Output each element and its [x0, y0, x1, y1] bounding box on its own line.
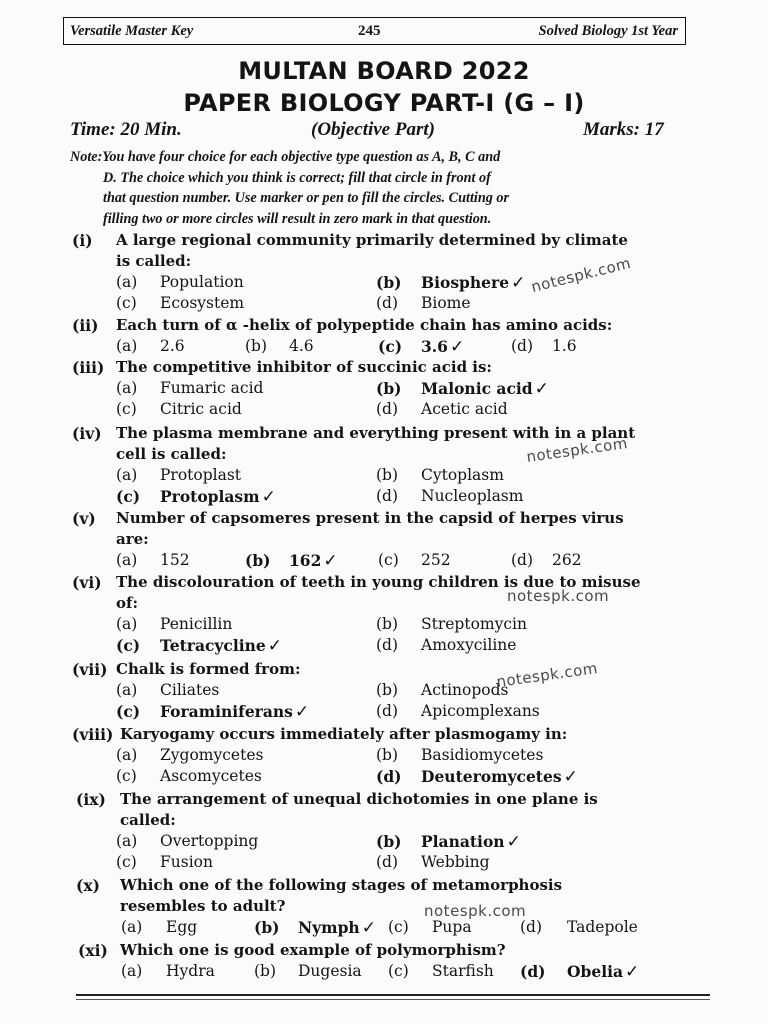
- option-text: Biome: [421, 294, 471, 312]
- option-label: (b): [376, 832, 402, 851]
- option-text: Fusion: [160, 853, 213, 871]
- option-text: Ciliates: [160, 681, 220, 699]
- question-text: Chalk is formed from:: [116, 660, 301, 678]
- option-correct: Tetracycline ✓: [160, 636, 283, 656]
- checkmark-icon: ✓: [267, 636, 283, 656]
- page-header: [63, 17, 686, 45]
- option-correct: Planation ✓: [421, 832, 521, 852]
- note-line: Note:You have four choice for each objective type question as A, B, C and: [70, 149, 501, 165]
- option-label: (d): [511, 337, 534, 355]
- question-text: of:: [116, 594, 138, 612]
- option-label: (b): [376, 379, 402, 398]
- option-label: (d): [376, 636, 399, 654]
- option-correct: Obelia ✓: [567, 962, 640, 982]
- checkmark-icon: ✓: [323, 551, 338, 571]
- question-number: (xi): [78, 941, 108, 960]
- checkmark-icon: ✓: [361, 918, 376, 938]
- checkmark-icon: ✓: [449, 337, 465, 357]
- checkmark-icon: ✓: [625, 962, 640, 982]
- option-label: (a): [121, 918, 143, 936]
- option-label: (d): [520, 962, 546, 981]
- question-number: (x): [76, 876, 100, 895]
- option-text: 262: [552, 551, 582, 569]
- question-text: is called:: [116, 252, 192, 270]
- question-text: The discolouration of teeth in young children is due to misuse: [116, 573, 641, 591]
- question-number: (iii): [72, 358, 105, 377]
- question-number: (ii): [72, 316, 99, 335]
- question-number: (vi): [72, 573, 102, 592]
- question-text: The competitive inhibitor of succinic acid is:: [116, 358, 492, 376]
- option-text: Ecosystem: [160, 294, 245, 312]
- option-text: Zygomycetes: [160, 746, 264, 764]
- note-line: D. The choice which you think is correct; fill that circle in front of: [103, 169, 491, 186]
- option-text: Basidiomycetes: [421, 746, 544, 764]
- option-label: (d): [376, 702, 399, 720]
- note-line: filling two or more circles will result in zero mark in that question.: [103, 210, 492, 227]
- option-label: (b): [376, 746, 399, 764]
- option-label: (a): [116, 273, 138, 291]
- option-correct: Malonic acid ✓: [421, 379, 549, 399]
- option-label: (d): [511, 551, 534, 569]
- watermark: notespk.com: [495, 658, 599, 692]
- option-text: 252: [421, 551, 451, 569]
- option-label: (a): [116, 832, 138, 850]
- option-correct: 162 ✓: [289, 551, 338, 571]
- option-text: Acetic acid: [421, 400, 508, 418]
- option-label: (c): [388, 918, 409, 936]
- option-label: (c): [116, 487, 141, 506]
- option-label: (a): [116, 466, 138, 484]
- option-correct: Protoplasm ✓: [160, 487, 276, 507]
- question-number: (vii): [72, 660, 108, 679]
- bottom-rule: [76, 994, 710, 996]
- option-text: Nucleoplasm: [421, 487, 524, 505]
- question-text: A large regional community primarily determined by climate: [116, 231, 628, 249]
- option-text: Hydra: [166, 962, 215, 980]
- checkmark-icon: ✓: [506, 832, 521, 852]
- checkmark-icon: ✓: [534, 379, 549, 399]
- checkmark-icon: ✓: [511, 273, 526, 293]
- option-label: (d): [520, 918, 543, 936]
- option-label: (a): [116, 379, 138, 397]
- option-label: (b): [376, 681, 399, 699]
- question-number: (ix): [76, 790, 106, 809]
- option-label: (a): [116, 746, 138, 764]
- page-number: 245: [358, 23, 381, 39]
- question-text: Each turn of α -helix of polypeptide chain has amino acids:: [116, 316, 613, 334]
- option-correct: Foraminiferans ✓: [160, 702, 310, 722]
- option-correct: Deuteromycetes ✓: [421, 767, 578, 787]
- option-text: Fumaric acid: [160, 379, 264, 397]
- note-line: that question number. Use marker or pen to fill the circles. Cutting or: [103, 190, 509, 206]
- option-label: (c): [116, 853, 137, 871]
- option-label: (a): [121, 962, 143, 980]
- option-text: Overtopping: [160, 832, 259, 850]
- question-text: Which one is good example of polymorphism?: [120, 941, 506, 959]
- option-text: Apicomplexans: [421, 702, 540, 720]
- option-label: (c): [116, 294, 137, 312]
- part-label: (Objective Part): [311, 119, 435, 140]
- question-number: (viii): [72, 725, 114, 744]
- option-label: (c): [378, 551, 399, 569]
- question-number: (v): [72, 509, 96, 528]
- option-correct: Biosphere ✓: [421, 273, 526, 293]
- option-text: Dugesia: [298, 962, 362, 980]
- option-text: Amoxyciline: [421, 636, 517, 654]
- option-label: (d): [376, 400, 399, 418]
- checkmark-icon: ✓: [563, 767, 578, 787]
- option-text: 2.6: [160, 337, 185, 355]
- time-label: Time: 20 Min.: [70, 119, 182, 140]
- option-text: Pupa: [432, 918, 472, 936]
- option-label: (d): [376, 294, 399, 312]
- watermark: notespk.com: [525, 433, 629, 467]
- question-text: The plasma membrane and everything present with in a plant: [116, 424, 636, 442]
- option-label: (c): [116, 702, 141, 721]
- option-label: (d): [376, 853, 399, 871]
- question-text: called:: [120, 811, 176, 829]
- paper-title: PAPER BIOLOGY PART-I (G – I): [183, 89, 585, 117]
- option-label: (b): [376, 466, 399, 484]
- option-label: (a): [116, 615, 138, 633]
- option-label: (c): [378, 337, 403, 356]
- question-text: Number of capsomeres present in the capsid of herpes virus: [116, 509, 624, 527]
- question-number: (iv): [72, 424, 102, 443]
- option-label: (c): [116, 767, 137, 785]
- question-text: are:: [116, 530, 149, 548]
- option-label: (d): [376, 487, 399, 505]
- option-text: Tadepole: [567, 918, 638, 936]
- option-label: (b): [376, 273, 402, 292]
- option-label: (b): [254, 918, 280, 937]
- question-text: Karyogamy occurs immediately after plasmogamy in:: [120, 725, 568, 743]
- option-text: Actinopods: [421, 681, 509, 699]
- option-correct: 3.6 ✓: [421, 337, 465, 357]
- watermark: notespk.com: [529, 253, 633, 297]
- watermark: notespk.com: [424, 902, 527, 920]
- checkmark-icon: ✓: [261, 487, 276, 507]
- option-label: (c): [116, 636, 141, 655]
- option-text: Streptomycin: [421, 615, 527, 633]
- book-subtitle: Solved Biology 1st Year: [538, 23, 678, 39]
- option-label: (a): [116, 551, 138, 569]
- board-title: MULTAN BOARD 2022: [238, 57, 530, 85]
- option-label: (b): [376, 615, 399, 633]
- option-text: Citric acid: [160, 400, 242, 418]
- option-text: Population: [160, 273, 244, 291]
- option-text: Protoplast: [160, 466, 242, 484]
- option-text: 4.6: [289, 337, 314, 355]
- option-label: (d): [376, 767, 402, 786]
- option-label: (b): [245, 337, 268, 355]
- option-label: (c): [116, 400, 137, 418]
- marks-label: Marks: 17: [583, 119, 664, 140]
- option-text: 152: [160, 551, 190, 569]
- option-text: Starfish: [432, 962, 494, 980]
- option-label: (c): [388, 962, 409, 980]
- book-title: Versatile Master Key: [70, 23, 194, 39]
- question-number: (i): [72, 231, 93, 250]
- instructions-note: [70, 147, 692, 229]
- watermark: notespk.com: [507, 587, 610, 605]
- option-label: (b): [254, 962, 277, 980]
- question-text: cell is called:: [116, 445, 227, 463]
- question-text: Which one of the following stages of metamorphosis: [120, 876, 563, 894]
- option-label: (b): [245, 551, 271, 570]
- option-text: Egg: [166, 918, 198, 936]
- option-label: (a): [116, 337, 138, 355]
- checkmark-icon: ✓: [294, 702, 310, 722]
- option-text: Ascomycetes: [160, 767, 262, 785]
- question-text: The arrangement of unequal dichotomies in one plane is: [120, 790, 598, 808]
- option-text: 1.6: [552, 337, 577, 355]
- option-text: Webbing: [421, 853, 490, 871]
- option-label: (a): [116, 681, 138, 699]
- bottom-rule: [76, 999, 710, 1000]
- option-correct: Nymph ✓: [298, 918, 376, 938]
- option-text: Cytoplasm: [421, 466, 504, 484]
- option-text: Penicillin: [160, 615, 233, 633]
- question-text: resembles to adult?: [120, 897, 286, 915]
